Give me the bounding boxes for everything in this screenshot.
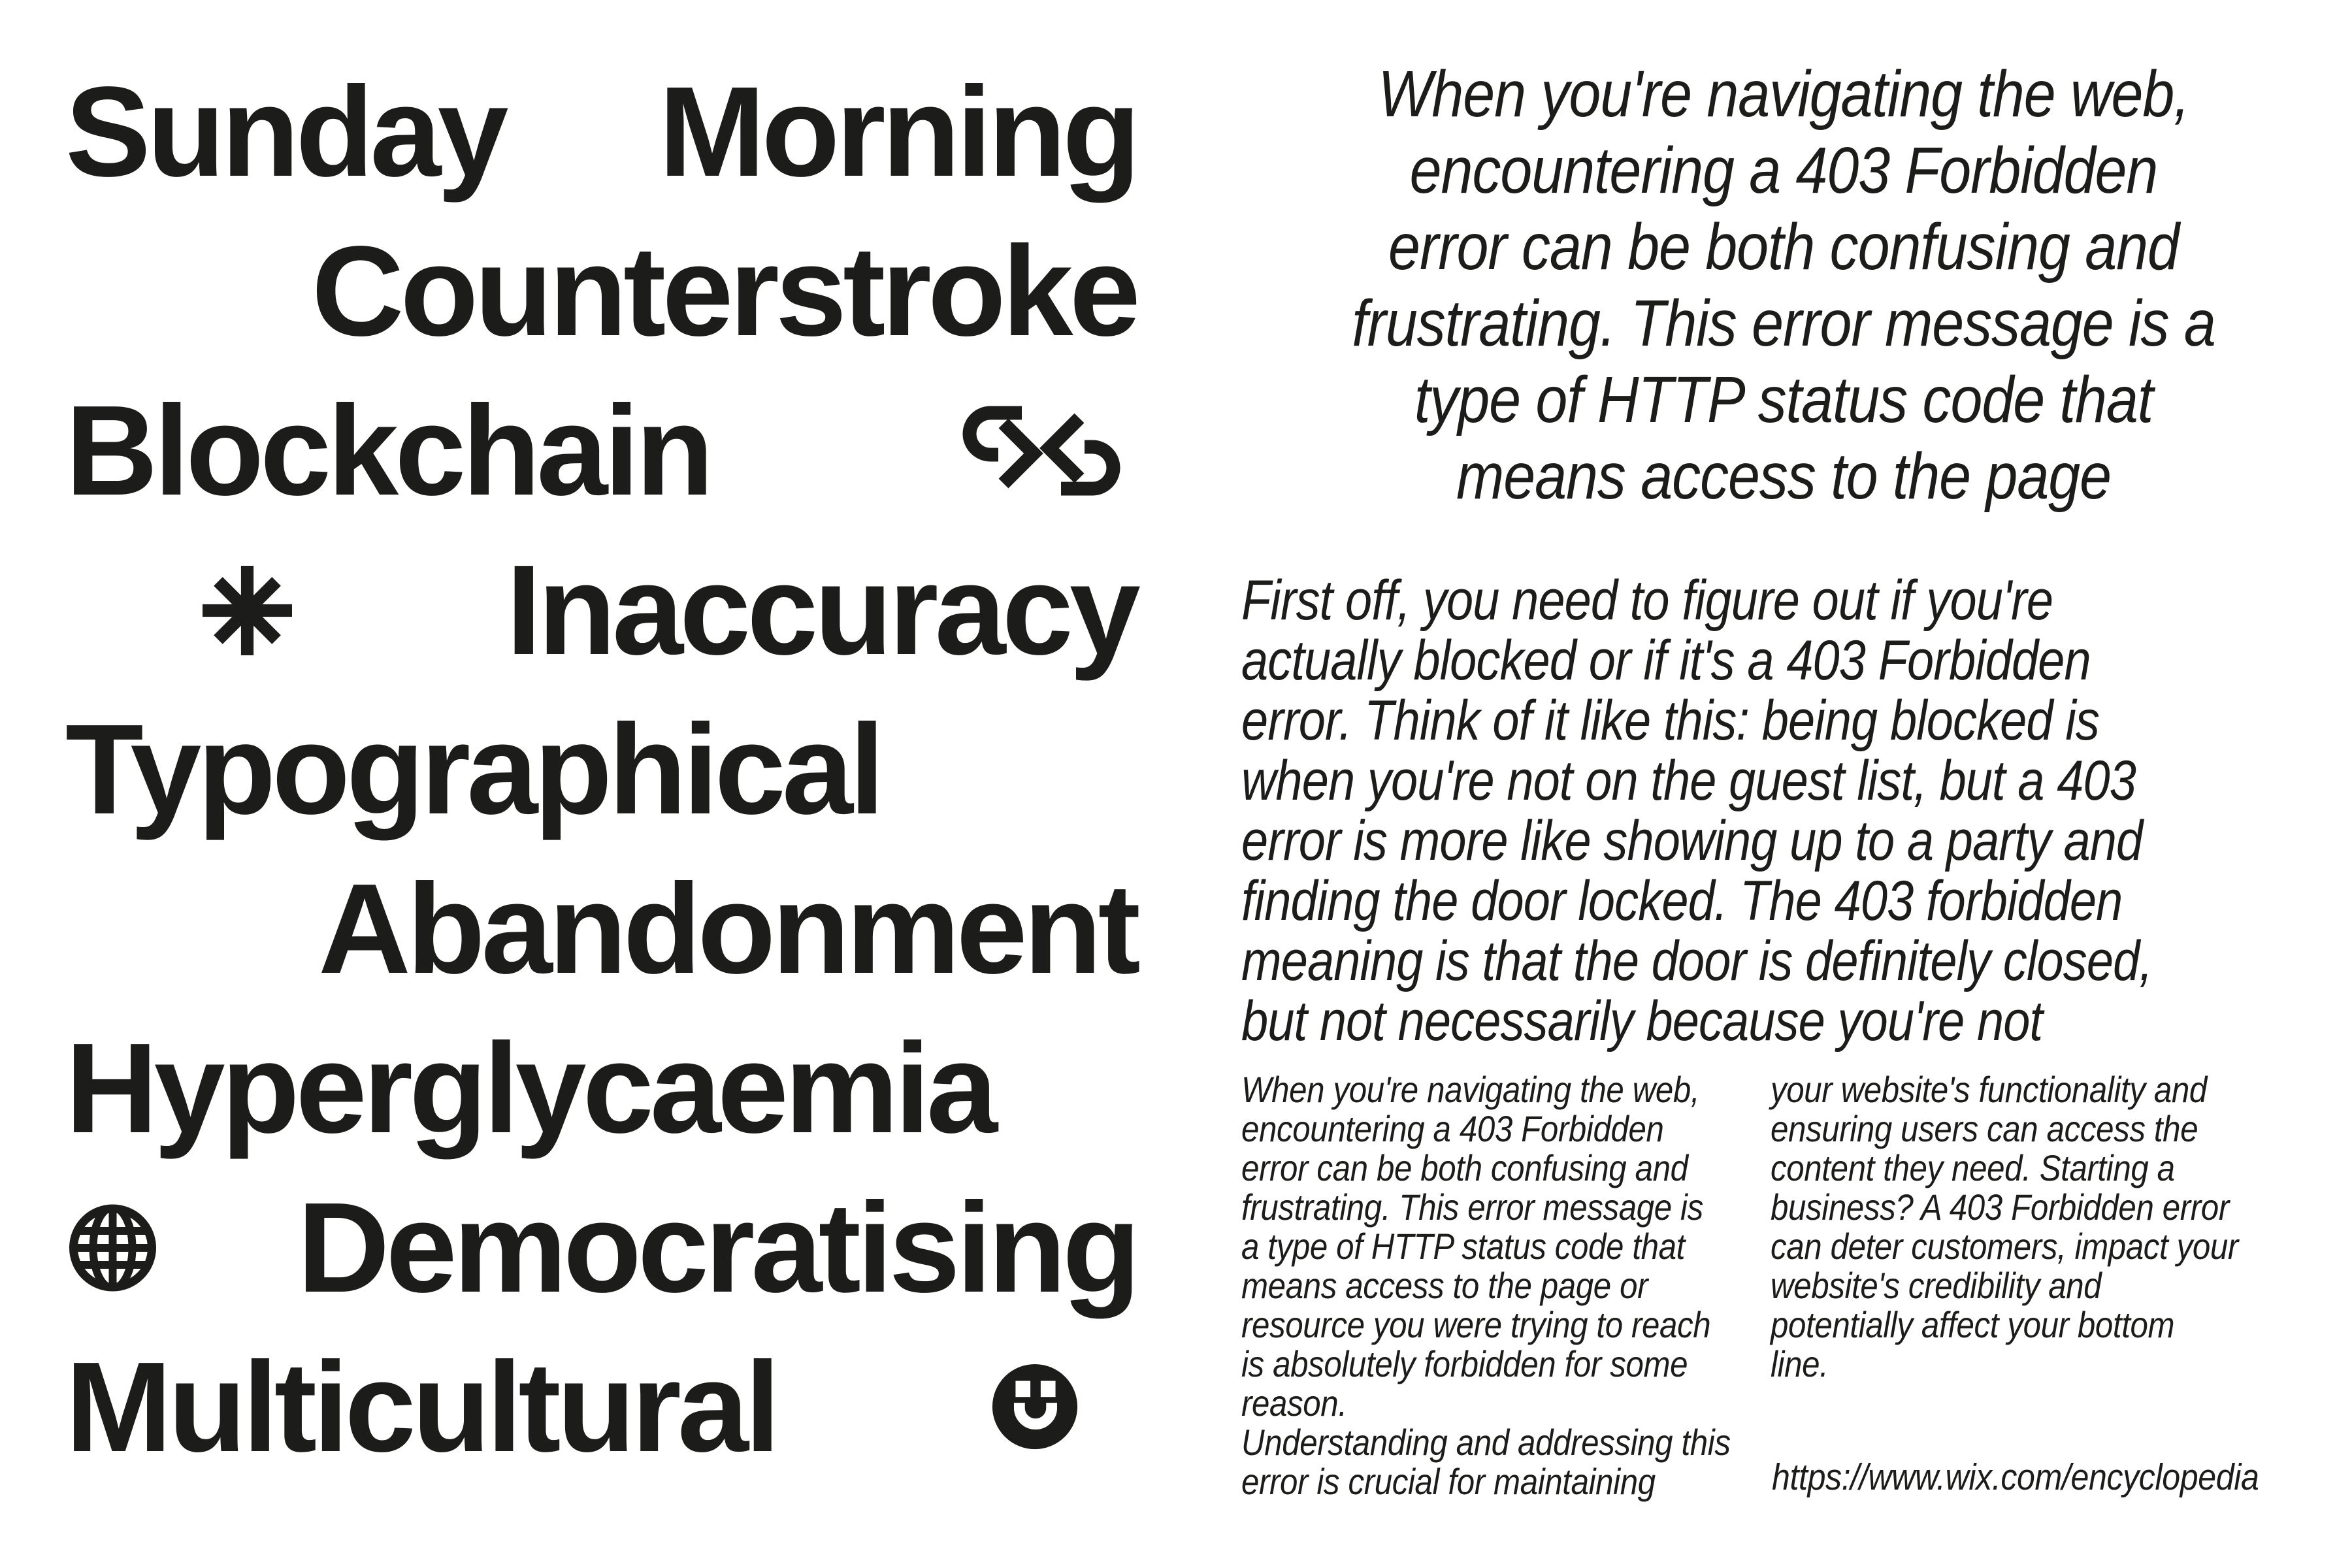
swap-arrows-icon [956,405,1126,497]
display-row-inaccuracy [65,531,1137,690]
display-word: Democratising [297,1176,1137,1319]
text-line: actually blocked or if it's a 403 Forbidden [1241,629,2091,692]
text-line: ensuring users can access the [1771,1108,2198,1149]
display-word: Inaccuracy [506,538,1137,681]
source-url: https://www.wix.com/encyclopedia [1772,1456,2259,1498]
text-line: business? A 403 Forbidden error [1771,1186,2229,1228]
text-line: error. Think of it like this: being blocked is [1241,689,2099,752]
text-line: is absolutely forbidden for some [1241,1343,1688,1384]
text-line: frustrating. This error message is [1241,1186,1703,1228]
text-line: potentially affect your bottom [1771,1304,2175,1345]
display-row-hyperglycaemia [65,1009,1137,1168]
text-line: encountering a 403 Forbidden [1241,1108,1664,1149]
text-line: finding the door locked. The 403 forbidden [1241,870,2123,932]
text-line: error can be both confusing and [1388,210,2179,284]
text-line: means access to the page or [1241,1265,1648,1306]
text-line: error can be both confusing and [1241,1147,1688,1188]
asterisk-icon [203,563,292,659]
small-text-column-right [1771,1070,2247,1384]
body-paragraph [1241,570,2197,1051]
globe-icon [65,1202,160,1294]
display-row-democratising [65,1168,1137,1328]
display-word: Morning [659,60,1137,203]
display-word: Counterstroke [311,220,1137,363]
lead-paragraph [1307,56,2261,515]
display-word: Blockchain [65,379,710,522]
text-line: resource you were trying to reach [1241,1304,1711,1345]
display-word: Multicultural [65,1335,777,1478]
text-line: type of HTTP status code that [1414,363,2153,436]
display-row-blockchain [65,371,1137,531]
text-line: encountering a 403 Forbidden [1409,134,2158,207]
text-line: means access to the page [1456,440,2111,513]
text-line: reason. [1241,1382,1347,1424]
text-line: when you're not on the guest list, but a 403 [1241,749,2136,812]
display-word: Hyperglycaemia [65,1017,994,1160]
text-line: error is crucial for maintaining [1241,1461,1656,1502]
text-line: your website's functionality and [1771,1069,2207,1110]
text-line: website's credibility and [1771,1265,2102,1306]
text-line: content they need. Starting a [1771,1147,2175,1188]
smiley-icon [988,1362,1081,1452]
text-line: line. [1771,1343,1829,1384]
display-word: Abandonment [318,857,1137,1000]
display-words-column [65,52,1137,1487]
display-row-multicultural [65,1328,1137,1487]
display-row-typographical [65,690,1137,849]
text-line: error is more like showing up to a party and [1241,809,2143,872]
display-row-counterstroke [65,212,1137,371]
text-line: frustrating. This error message is a [1352,287,2215,360]
display-row-sunday-morning [65,52,1137,212]
text-line: meaning is that the door is definitely closed, [1241,930,2152,992]
text-line: Understanding and addressing this [1241,1422,1731,1463]
display-row-abandonment [65,849,1137,1009]
text-line: First off, you need to figure out if you're [1241,569,2053,632]
display-word: Sunday [65,60,505,203]
text-line: but not necessarily because you're not [1241,990,2043,1053]
small-text-column-left [1241,1069,1731,1502]
text-line: When you're navigating the web, [1241,1069,1700,1110]
text-line: can deter customers, impact your [1771,1226,2238,1267]
display-word: Typographical [65,698,881,841]
text-line: a type of HTTP status code that [1241,1226,1685,1267]
text-line: When you're navigating the web, [1378,57,2189,131]
